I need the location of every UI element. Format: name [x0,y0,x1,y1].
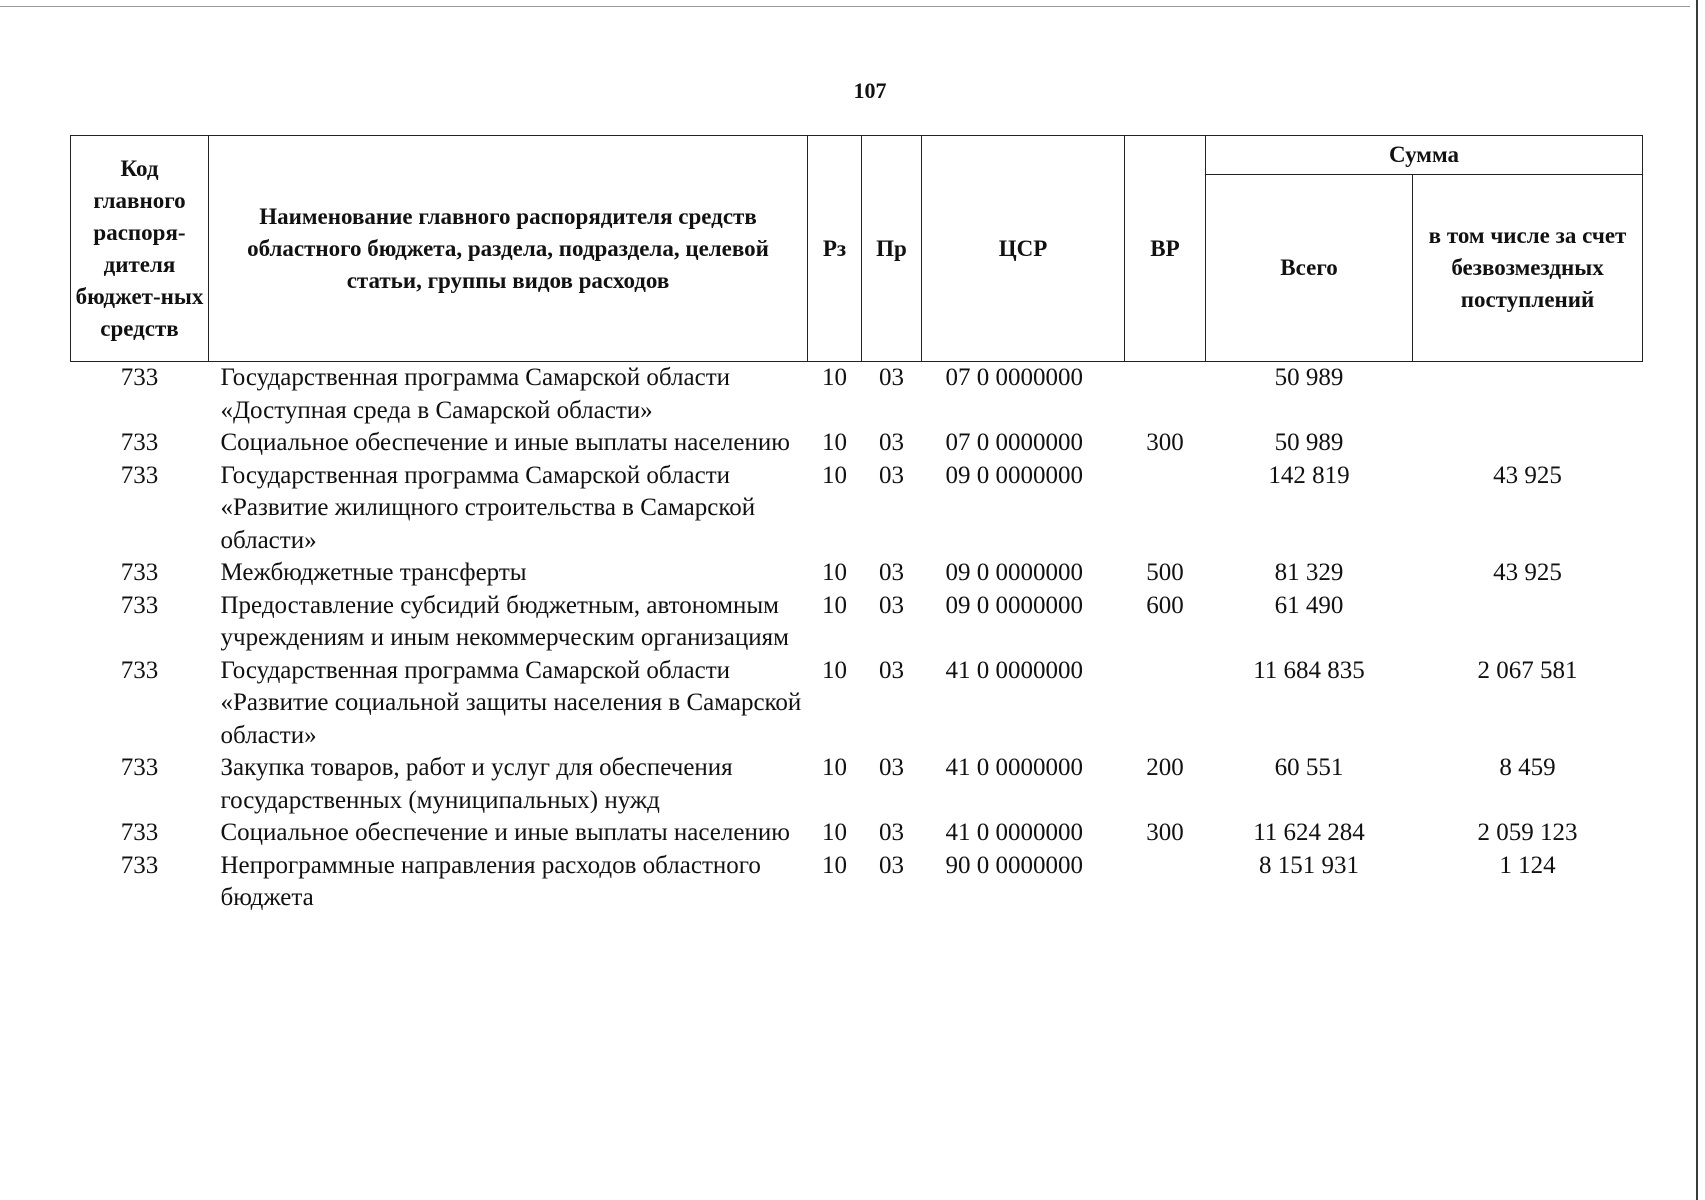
cell-rz: 10 [822,819,847,846]
cell-csr: 41 0 0000000 [945,754,1083,781]
table-row [71,557,1643,590]
cell-rz: 10 [822,364,847,391]
cell-csr: 09 0 0000000 [945,461,1083,489]
cell-pr: 03 [879,364,904,391]
header-code: Код главного распоря-дителя бюджет-ных средств [71,136,209,362]
cell-total: 61 490 [1274,591,1344,619]
cell-pr: 03 [879,461,904,489]
cell-total: 81 329 [1274,559,1344,586]
cell-free: 43 925 [1493,559,1562,586]
cell-vr: 200 [1146,754,1184,781]
table-row [71,362,1643,428]
header-sum: Сумма [1206,136,1643,175]
cell-rz: 10 [822,461,847,489]
cell-pr: 03 [879,656,904,684]
cell-pr: 03 [879,754,904,781]
cell-vr: 300 [1146,429,1184,456]
header-free: в том числе за счет безвозмездных поступлений [1413,175,1643,362]
table-row [71,850,1643,915]
cell-vr: 500 [1146,559,1184,586]
cell-total: 8 151 931 [1259,851,1359,879]
cell-csr: 41 0 0000000 [945,656,1083,684]
scan-edge-line [1696,0,1698,1200]
cell-csr: 07 0 0000000 [945,429,1083,456]
cell-rz: 10 [822,591,847,619]
cell-csr: 09 0 0000000 [945,559,1083,586]
header-rz: Рз [808,136,862,362]
header-name: Наименование главного распорядителя средств областного бюджета, раздела, подраздела, целевой статьи, группы видов расходов [209,136,808,362]
cell-vr: 600 [1146,591,1184,619]
cell-csr: 09 0 0000000 [945,591,1083,619]
cell-code: 733 [120,851,159,879]
cell-free: 1 124 [1499,851,1556,879]
cell-pr: 03 [879,559,904,586]
cell-csr: 90 0 0000000 [945,851,1083,879]
header-pr: Пр [862,136,922,362]
cell-total: 11 624 284 [1253,819,1365,846]
table-row [71,655,1643,753]
cell-rz: 10 [822,429,847,456]
table-row [71,590,1643,655]
page-number: 107 [853,78,887,103]
cell-free [1413,590,1643,655]
cell-code: 733 [120,559,159,586]
cell-rz: 10 [822,851,847,879]
cell-vr [1125,850,1206,915]
cell-rz: 10 [822,559,847,586]
cell-name: Социальное обеспечение и иные выплаты населению [220,429,790,456]
cell-free: 2 059 123 [1477,819,1578,846]
header-vr: ВР [1125,136,1206,362]
cell-pr: 03 [879,591,904,619]
table-row [71,752,1643,817]
cell-csr: 41 0 0000000 [945,819,1083,846]
cell-free [1413,427,1643,460]
cell-vr [1125,460,1206,558]
cell-name: Государственная программа Самарской области «Доступная среда в Самарской области» [220,364,730,424]
cell-total: 50 989 [1274,364,1344,391]
scan-artifact-line [0,6,1690,7]
header-csr: ЦСР [922,136,1125,362]
cell-pr: 03 [879,851,904,879]
table-row [71,460,1643,558]
cell-vr [1125,655,1206,753]
cell-free [1413,362,1643,428]
cell-pr: 03 [879,819,904,846]
cell-csr: 07 0 0000000 [945,364,1083,391]
cell-code: 733 [120,819,159,846]
cell-code: 733 [120,364,159,391]
table-row [71,427,1643,460]
cell-rz: 10 [822,656,847,684]
cell-name: Социальное обеспечение и иные выплаты населению [220,819,790,846]
cell-name: Межбюджетные трансферты [220,559,527,586]
cell-code: 733 [120,461,159,489]
cell-pr: 03 [879,429,904,456]
cell-vr: 300 [1146,819,1184,846]
cell-code: 733 [120,429,159,456]
cell-vr [1125,362,1206,428]
budget-table [70,135,1643,915]
table-body [71,362,1643,915]
cell-free: 2 067 581 [1477,656,1578,684]
header-total: Всего [1206,175,1413,362]
table-header [71,136,1643,362]
cell-total: 50 989 [1274,429,1344,456]
cell-code: 733 [120,656,159,684]
cell-total: 60 551 [1274,754,1344,781]
cell-code: 733 [120,591,159,619]
cell-code: 733 [120,754,159,781]
cell-rz: 10 [822,754,847,781]
cell-name: Государственная программа Самарской области «Развитие социальной защиты населения в Самарской области» [220,656,802,749]
cell-name: Предоставление субсидий бюджетным, автономным учреждениям и иным некоммерческим организациям [220,591,789,651]
cell-name: Государственная программа Самарской области «Развитие жилищного строительства в Самарской области» [220,461,756,554]
cell-free: 8 459 [1499,754,1556,781]
cell-name: Закупка товаров, работ и услуг для обеспечения государственных (муниципальных) нужд [220,754,733,814]
cell-total: 11 684 835 [1253,656,1365,684]
cell-name: Непрограммные направления расходов областного бюджета [220,851,761,911]
cell-free: 43 925 [1493,461,1562,489]
table-row [71,817,1643,850]
cell-total: 142 819 [1268,461,1350,489]
